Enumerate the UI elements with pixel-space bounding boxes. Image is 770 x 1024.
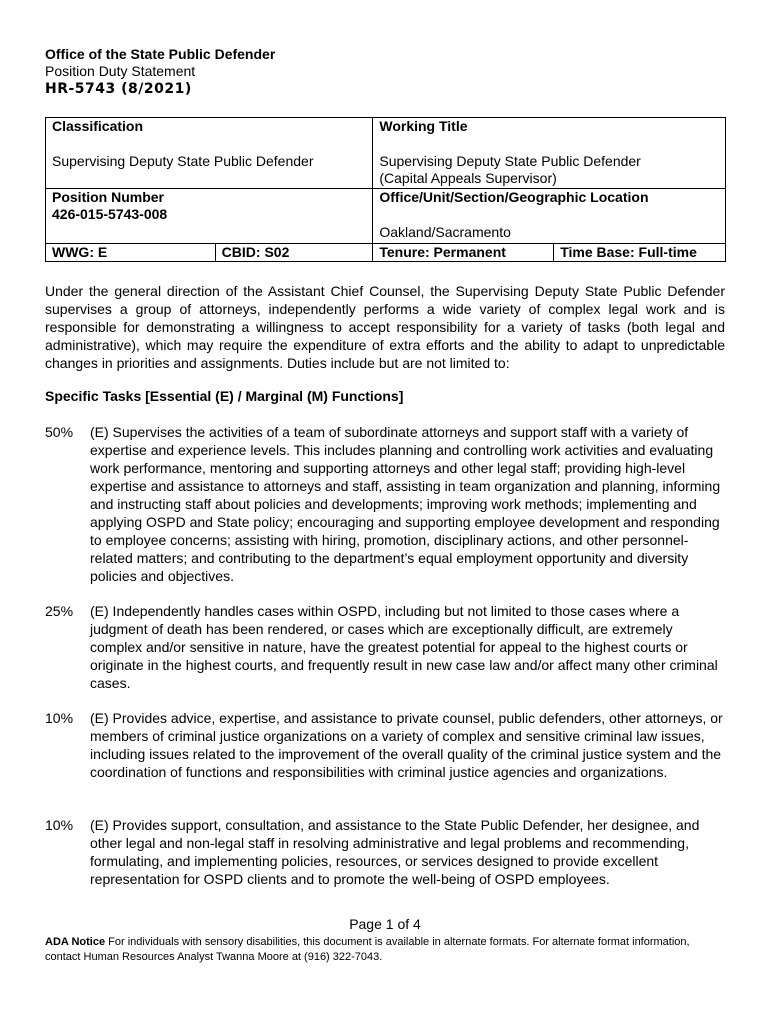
position-info-table xyxy=(45,117,726,262)
task-text: (E) Independently handles cases within OSPD, including but not limited to those cases where a judgment of death has been rendered, or cases which are exceptionally difficult, are extremely complex and/or sensitive in nature, have the greatest potential for appeal to the highest courts or originate in the highest courts, and frequently result in new case law and/or affect many other criminal cases. xyxy=(90,603,718,691)
org-name: Office of the State Public Defender xyxy=(45,46,276,62)
location-label: Office/Unit/Section/Geographic Location xyxy=(379,189,649,205)
classification-label: Classification xyxy=(52,118,144,134)
working-title-cell xyxy=(373,118,726,189)
location-value: Oakland/Sacramento xyxy=(379,224,511,240)
position-number-label: Position Number xyxy=(52,189,165,205)
wwg-cell: WWG: E xyxy=(46,244,216,262)
tasks-heading: Specific Tasks [Essential (E) / Marginal (M) Functions] xyxy=(45,388,404,404)
time-base-cell: Time Base: Full-time xyxy=(554,244,726,262)
working-title-value: Supervising Deputy State Public Defender xyxy=(379,153,641,169)
task-item xyxy=(45,816,725,888)
document-page xyxy=(45,46,725,887)
task-percent: 50% xyxy=(45,424,74,440)
form-id: HR-5743 (8/2021) xyxy=(45,81,192,97)
location-cell xyxy=(373,189,726,244)
task-percent: 25% xyxy=(45,603,74,619)
task-text: (E) Provides support, consultation, and assistance to the State Public Defender, her designee, and other legal and non-legal staff in resolving administrative and legal problems and recommending, formulating, and implementing policies, resources, or services designed to provide excellent representation for OSPD clients and to promote the well-being of OSPD employees. xyxy=(90,817,700,887)
task-item xyxy=(45,709,725,781)
intro-paragraph: Under the general direction of the Assistant Chief Counsel, the Supervising Deputy State Public Defender supervises a group of attorneys, independently performs a wide variety of complex legal work and is responsible for demonstrating a willingness to accept responsibility for a variety of tasks (both legal and administrative), which may require the expenditure of extra efforts and the ability to adapt to unpredictable changes in priorities and assignments. Duties include but are not limited to: xyxy=(45,283,725,371)
cbid-cell: CBID: S02 xyxy=(215,244,373,262)
position-number-value: 426-015-5743-008 xyxy=(52,206,168,222)
ada-notice-text: For individuals with sensory disabilities, this document is available in alternate formats. For alternate format information, contact Human Resources Analyst Twanna Moore at (916) 322-7043. xyxy=(45,936,690,963)
task-text: (E) Provides advice, expertise, and assistance to private counsel, public defenders, other attorneys, or members of criminal justice organizations on a variety of complex and sensitive criminal law issues, including issues related to the improvement of the overall quality of the criminal justice system and the coordination of functions and responsibilities with criminal justice agencies and organizations. xyxy=(90,710,723,780)
task-percent: 10% xyxy=(45,710,74,726)
document-subtitle: Position Duty Statement xyxy=(45,63,196,79)
task-item xyxy=(45,602,725,692)
task-item xyxy=(45,423,725,585)
tenure-cell: Tenure: Permanent xyxy=(373,244,554,262)
task-percent: 10% xyxy=(45,817,74,833)
ada-notice xyxy=(45,935,725,965)
classification-cell xyxy=(46,118,373,189)
working-title-value-line2: (Capital Appeals Supervisor) xyxy=(379,170,557,186)
position-number-cell xyxy=(46,189,373,244)
page-number: Page 1 of 4 xyxy=(349,916,421,932)
ada-notice-label: ADA Notice xyxy=(45,936,106,948)
task-text: (E) Supervises the activities of a team of subordinate attorneys and support staff with a variety of expertise and experience levels. This includes planning and controlling work activities and evaluating work performance, mentoring and supporting attorneys and other legal staff; providing high-level expertise and assistance to attorneys and staff, assisting in team organization and planning, informing and instructing staff about policies and developments; improving work methods; implementing and applying OSPD and State policy; encouraging and supporting employee development and responding to employee concerns; assisting with hiring, promotion, disciplinary actions, and other personnel-related matters; and contributing to the department’s equal employment opportunity and diversity policies and objectives. xyxy=(90,424,721,584)
working-title-label: Working Title xyxy=(379,118,468,134)
classification-value: Supervising Deputy State Public Defender xyxy=(52,153,314,169)
